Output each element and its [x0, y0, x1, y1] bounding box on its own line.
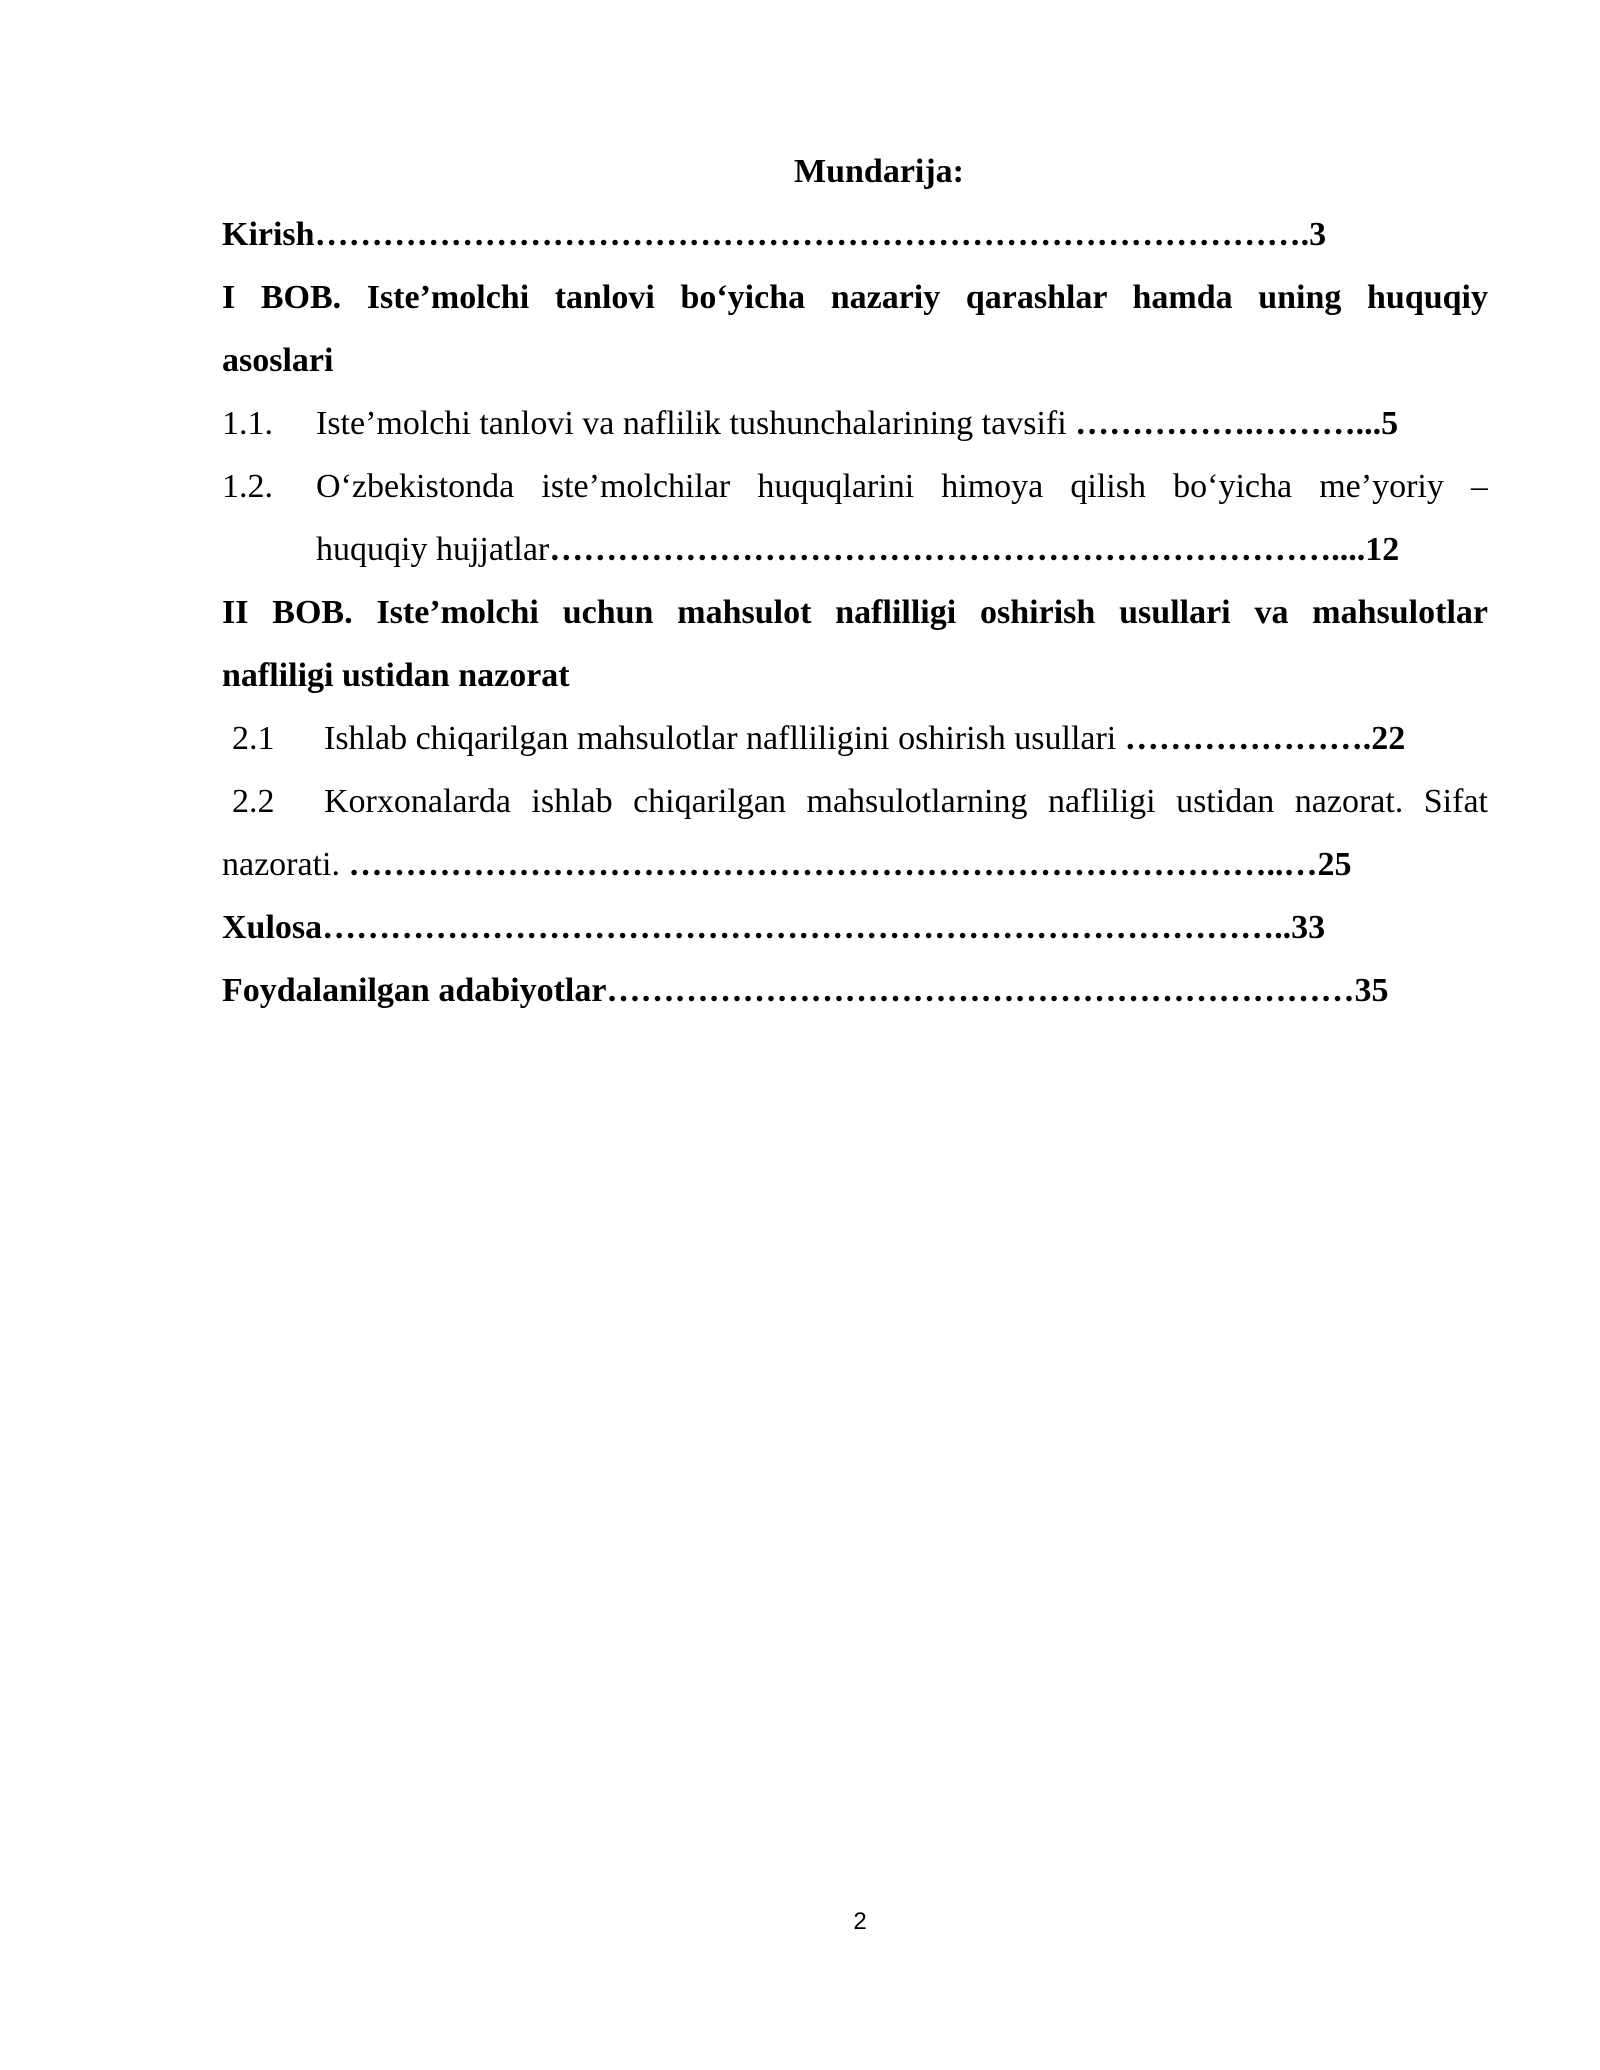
section-number: 2.1 — [232, 720, 275, 757]
toc-chapter-1-line-2: asoslari — [222, 342, 334, 379]
toc-entry-page: 5 — [1381, 405, 1399, 442]
section-number: 1.2. — [222, 468, 273, 505]
toc-entry-label: Foydalanilgan adabiyotlar — [222, 972, 607, 1009]
toc-entry-label: Iste’molchi tanlovi va naflilik tushunchalarining tavsifi — [316, 405, 1067, 442]
toc-entry-label: Xulosa — [222, 909, 323, 946]
toc-title: Mundarija: — [794, 153, 964, 190]
toc-entry-label-continued: nazorati. — [222, 846, 340, 883]
toc-entry-2-2-line-1 — [222, 770, 1488, 833]
toc-entry-leader: …………….………... — [1075, 405, 1382, 442]
toc-chapter-2-line-2: nafliligi ustidan nazorat — [222, 657, 570, 694]
toc-entry-label: O‘zbekistonda iste’molchilar huquqlarini himoya qilish bo‘yicha me’yoriy – — [316, 468, 1488, 505]
toc-entry-2-2-line-2 — [222, 833, 1488, 896]
toc-entry-kirish — [222, 203, 1488, 266]
toc-entry-label: Ishlab chiqarilgan mahsulotlar naflliligini oshirish usullari — [324, 720, 1117, 757]
toc-entry-page: 3 — [1309, 216, 1327, 253]
toc-entry-1-1 — [222, 392, 1488, 455]
toc-entry-leader: ……………………………………………………………………………. — [314, 216, 1310, 253]
toc-entry-label: Korxonalarda ishlab chiqarilgan mahsulotlarning nafliligi ustidan nazorat. Sifat — [324, 783, 1488, 820]
toc-entry-adabiyotlar — [222, 959, 1488, 1022]
toc-chapter-1-line-1: I BOB. Iste’molchi tanlovi bo‘yicha nazariy qarashlar hamda uning huquqiy — [222, 279, 1488, 316]
toc-entry-leader: ………………………………………………………………………….. — [322, 909, 1292, 946]
toc-entry-leader: …………………………………………………………….... — [549, 531, 1366, 568]
toc-entry-page: 25 — [1317, 846, 1352, 883]
section-number: 1.1. — [222, 405, 273, 442]
toc-entry-label: Kirish — [222, 216, 315, 253]
toc-entry-leader: ………………………………………………………………………..… — [348, 846, 1318, 883]
toc-entry-1-2-line-2 — [222, 518, 1488, 581]
toc-entry-page: 35 — [1354, 972, 1389, 1009]
section-number: 2.2 — [232, 783, 275, 820]
toc-chapter-2-line-1: II BOB. Iste’molchi uchun mahsulot naflilligi oshirish usullari va mahsulotlar — [222, 594, 1488, 631]
toc-entry-leader: ………………………………………………………… — [606, 972, 1355, 1009]
toc-entry-label-continued: huquqiy hujjatlar — [316, 531, 550, 568]
toc-entry-leader: …………………. — [1124, 720, 1372, 757]
page-number: 2 — [853, 1908, 867, 1935]
toc-entry-xulosa — [222, 896, 1488, 959]
toc-entry-page: 33 — [1291, 909, 1326, 946]
toc-entry-page: 22 — [1371, 720, 1406, 757]
toc-entry-1-2-line-1 — [222, 455, 1488, 518]
table-of-contents — [222, 140, 1488, 1022]
toc-entry-2-1 — [222, 707, 1488, 770]
toc-entry-page: 12 — [1365, 531, 1400, 568]
